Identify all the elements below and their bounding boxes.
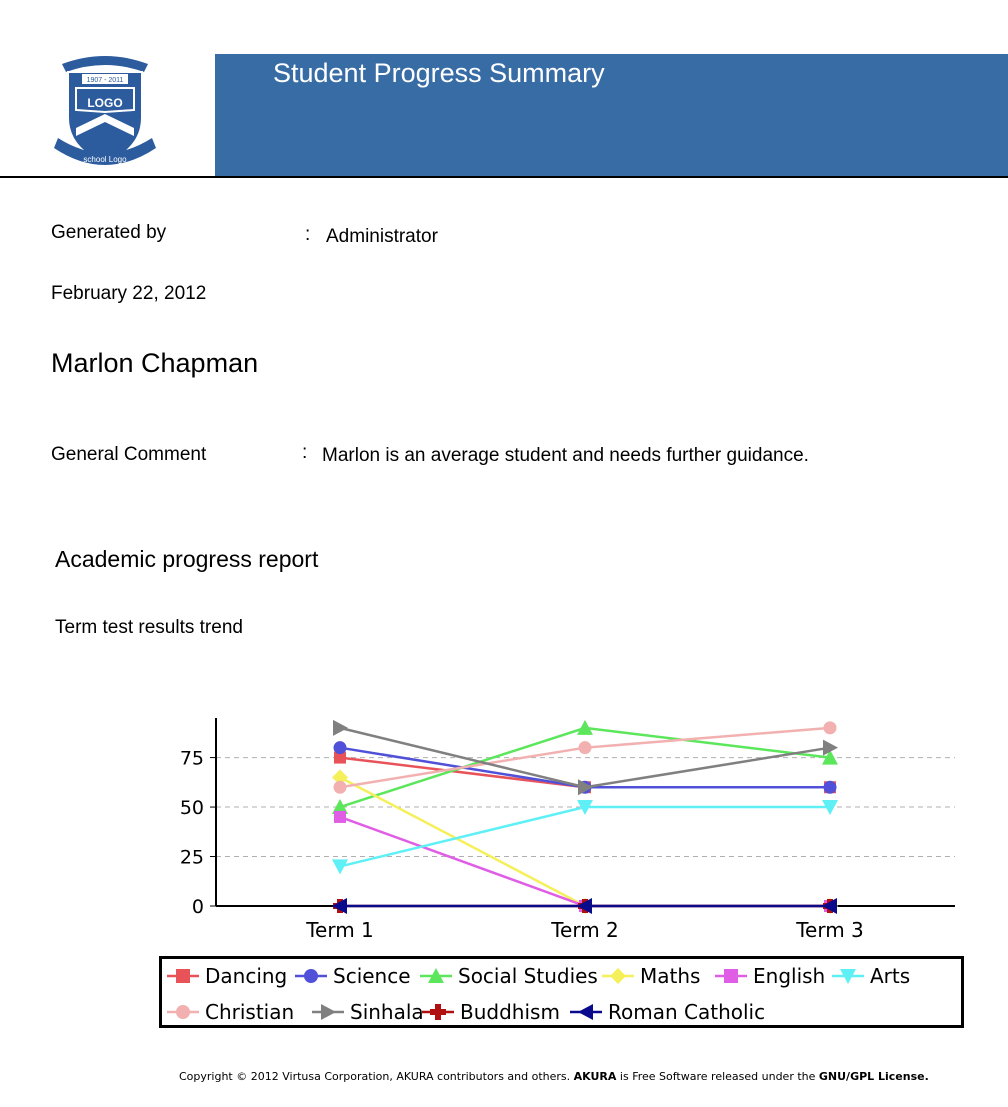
legend-swatch <box>167 1002 199 1022</box>
legend-item-dancing <box>167 961 287 991</box>
legend-item-christian <box>167 997 294 1027</box>
legend-label: Roman Catholic <box>608 1000 766 1024</box>
generated-by-value: Administrator <box>326 226 438 247</box>
data-point-english <box>334 811 346 823</box>
legend-item-maths <box>602 961 700 991</box>
legend-swatch <box>422 1002 454 1022</box>
svg-text:1907 - 2011: 1907 - 2011 <box>86 77 124 84</box>
legend-label: Maths <box>640 964 701 988</box>
legend-label: Sinhala <box>350 1000 424 1024</box>
term-results-line-chart <box>0 700 1008 950</box>
x-tick-label: Term 2 <box>551 918 619 942</box>
y-tick-label: 25 <box>179 846 204 869</box>
data-point-christian <box>579 741 592 754</box>
legend-swatch <box>570 1002 602 1022</box>
legend-label: Dancing <box>205 964 288 988</box>
footer-brand: AKURA <box>573 1070 617 1083</box>
header-rule <box>0 176 1008 178</box>
legend-swatch <box>715 966 747 986</box>
student-name: Marlon Chapman <box>51 348 259 378</box>
series-line-english <box>340 817 830 906</box>
data-point-sinhala <box>333 720 348 736</box>
legend-label: Social Studies <box>458 964 598 988</box>
legend-swatch <box>602 966 634 986</box>
legend-label: English <box>753 964 826 988</box>
legend-item-english <box>715 961 825 991</box>
legend-label: Buddhism <box>460 1000 560 1024</box>
legend-swatch <box>420 966 452 986</box>
legend-label: Arts <box>870 964 911 988</box>
legend-item-roman-catholic <box>570 997 765 1027</box>
legend-swatch <box>295 966 327 986</box>
legend-label: Science <box>333 964 411 988</box>
page-title: Student Progress Summary <box>273 58 605 88</box>
generated-by-label: Generated by <box>51 222 167 243</box>
legend-swatch <box>312 1002 344 1022</box>
data-point-science <box>824 781 837 794</box>
section-title: Academic progress report <box>55 546 319 572</box>
general-comment-label: General Comment <box>51 444 207 465</box>
generated-by-colon: : <box>305 224 311 245</box>
legend-item-buddhism <box>422 997 560 1027</box>
chart-subtitle: Term test results trend <box>55 617 243 638</box>
data-point-christian <box>824 721 837 734</box>
header-banner <box>215 54 1008 176</box>
footer-license: GNU/GPL License. <box>818 1070 929 1083</box>
chart-legend <box>159 956 964 1028</box>
y-tick-label: 50 <box>179 797 204 820</box>
legend-swatch <box>832 966 864 986</box>
legend-item-sinhala <box>312 997 424 1027</box>
legend-label: Christian <box>205 1000 295 1024</box>
legend-item-science <box>295 961 411 991</box>
general-comment-value: Marlon is an average student and needs further guidance. <box>322 445 809 466</box>
legend-item-arts <box>832 961 910 991</box>
y-tick-label: 75 <box>179 747 204 770</box>
legend-swatch <box>167 966 199 986</box>
series-line-maths <box>340 777 830 906</box>
general-comment-colon: : <box>302 442 308 463</box>
copyright-footer <box>179 1070 929 1083</box>
x-tick-label: Term 1 <box>306 918 374 942</box>
school-logo <box>52 52 158 176</box>
legend-item-social-studies <box>420 961 598 991</box>
footer-prefix: Copyright © 2012 Virtusa Corporation, AKURA contributors and others. <box>179 1070 571 1083</box>
y-tick-label: 0 <box>191 896 204 918</box>
data-point-arts <box>332 859 348 874</box>
svg-text:school Logo: school Logo <box>83 155 127 164</box>
report-date: February 22, 2012 <box>51 283 207 304</box>
data-point-christian <box>334 781 347 794</box>
x-tick-label: Term 3 <box>796 918 864 942</box>
footer-middle: is Free Software released under the <box>619 1070 816 1083</box>
data-point-science <box>334 741 347 754</box>
svg-text:LOGO: LOGO <box>87 96 123 110</box>
